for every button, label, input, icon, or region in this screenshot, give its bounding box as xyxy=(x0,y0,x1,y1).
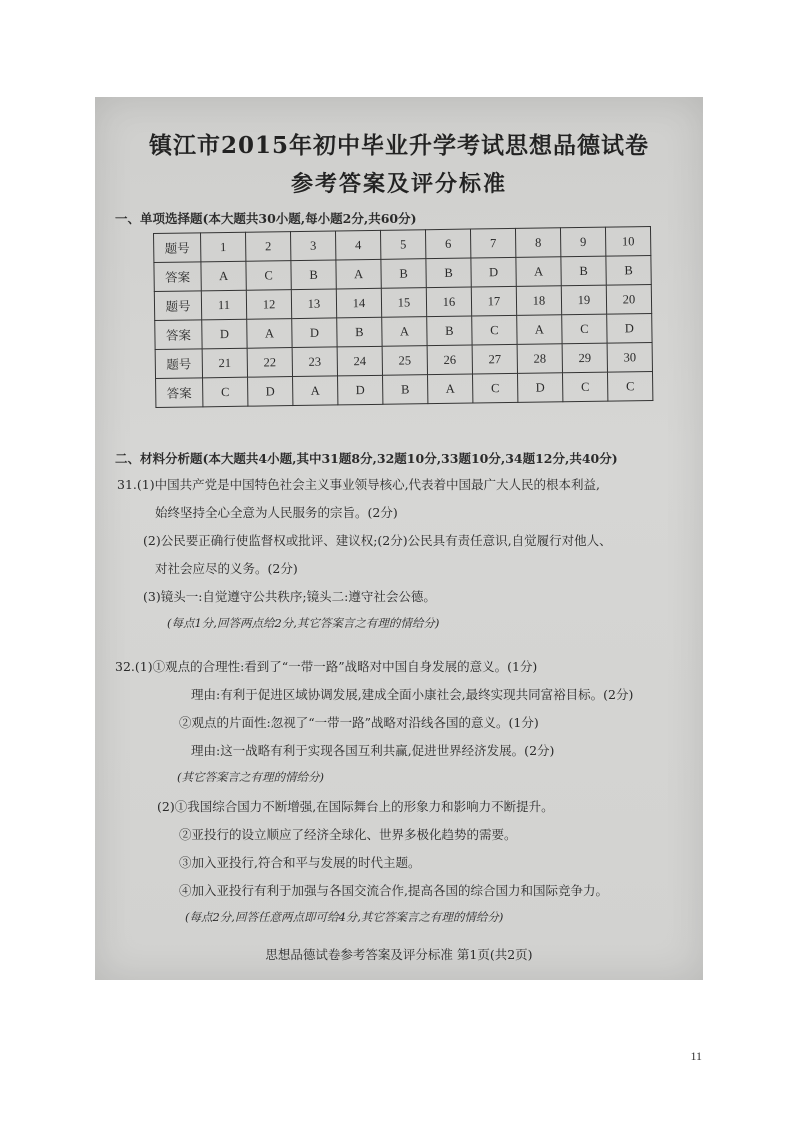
answer-table-cell: A xyxy=(201,261,246,291)
answer-table-cell: B xyxy=(427,316,472,346)
answer-table-cell: A xyxy=(516,257,561,287)
q32-line4: 理由:这一战略有利于实现各国互利共赢,促进世界经济发展。(2分) xyxy=(191,743,555,758)
answer-table-cell: D xyxy=(202,319,247,349)
answer-table-cell: D xyxy=(292,318,337,348)
answer-table-cell: 24 xyxy=(337,346,382,376)
q31-note: (每点1分,回答两点给2分,其它答案言之有理的情给分) xyxy=(167,616,440,630)
answer-table-row xyxy=(156,372,653,408)
answer-table-cell: 18 xyxy=(516,286,561,316)
answer-table-cell: C xyxy=(246,261,291,291)
answer-table-cell: D xyxy=(607,314,652,344)
answer-table-cell: 25 xyxy=(382,346,427,376)
answer-table-cell: 30 xyxy=(607,343,652,373)
answer-table-row-header: 题号 xyxy=(154,291,201,321)
q31-line1: 31.(1)中国共产党是中国特色社会主义事业领导核心,代表着中国最广大人民的根本利益, xyxy=(117,477,601,492)
answer-table-cell: B xyxy=(561,256,606,286)
answer-table-cell: D xyxy=(248,377,293,407)
q31-line3: (2)公民要正确行使监督权或批评、建议权;(2分)公民具有责任意识,自觉履行对他人、 xyxy=(143,533,612,548)
answer-table-cell: 7 xyxy=(470,228,515,258)
answer-table-cell: C xyxy=(607,372,652,402)
answer-table-cell: 3 xyxy=(290,231,335,261)
q31-line4: 对社会应尽的义务。(2分) xyxy=(155,561,298,576)
answer-table-row-header: 答案 xyxy=(155,320,202,350)
answer-table-cell: A xyxy=(428,374,473,404)
answer-table-cell: 19 xyxy=(561,285,606,315)
q32-line6: ②亚投行的设立顺应了经济全球化、世界多极化趋势的需要。 xyxy=(179,827,517,842)
q32-line1: 32.(1)①观点的合理性:看到了“一带一路”战略对中国自身发展的意义。(1分) xyxy=(115,659,538,674)
answer-table-cell: 29 xyxy=(562,343,607,373)
answer-table-cell: B xyxy=(426,258,471,288)
answer-table-cell: 1 xyxy=(201,232,246,262)
q31-line5: (3)镜头一:自觉遵守公共秩序;镜头二:遵守社会公德。 xyxy=(143,589,436,604)
answer-table-cell: 12 xyxy=(246,290,291,320)
q32-line8: ④加入亚投行有利于加强与各国交流合作,提高各国的综合国力和国际竞争力。 xyxy=(179,883,608,898)
answer-table-cell: 16 xyxy=(426,287,471,317)
answer-table-cell: A xyxy=(336,259,381,289)
q32-line3: ②观点的片面性:忽视了“一带一路”战略对沿线各国的意义。(1分) xyxy=(179,715,539,730)
answer-table-cell: 10 xyxy=(605,227,650,257)
answer-table-cell: 8 xyxy=(515,228,560,258)
answer-table-cell: 9 xyxy=(560,227,605,257)
answer-table-cell: A xyxy=(247,319,292,349)
scanned-page-photo xyxy=(95,97,703,980)
section2-heading: 二、材料分析题(本大题共4小题,其中31题8分,32题10分,33题10分,34题12分,共40分) xyxy=(115,451,618,466)
answer-table-cell: 28 xyxy=(517,344,562,374)
answer-table-cell: D xyxy=(338,375,383,405)
q32-line5: (2)①我国综合国力不断增强,在国际舞台上的形象力和影响力不断提升。 xyxy=(157,799,554,814)
q32-line7: ③加入亚投行,符合和平与发展的时代主题。 xyxy=(179,855,421,870)
answer-table-cell: B xyxy=(383,375,428,405)
answer-table-cell: 14 xyxy=(336,288,381,318)
answer-table-cell: 2 xyxy=(245,232,290,262)
answer-table-cell: A xyxy=(293,376,338,406)
answer-table-cell: 17 xyxy=(471,286,516,316)
answer-table-row-header: 答案 xyxy=(154,262,201,292)
answer-table-cell: C xyxy=(472,315,517,345)
q31-line2: 始终坚持全心全意为人民服务的宗旨。(2分) xyxy=(155,505,398,520)
answer-table-cell: 27 xyxy=(472,344,517,374)
answer-table-cell: A xyxy=(382,317,427,347)
answer-table-row-header: 题号 xyxy=(154,233,201,263)
answer-table-cell: 5 xyxy=(380,230,425,260)
answer-table-cell: D xyxy=(471,257,516,287)
answer-table-cell: B xyxy=(606,256,651,286)
answer-table-row-header: 答案 xyxy=(156,378,203,408)
answer-table-cell: 20 xyxy=(606,285,651,315)
answer-table-row-header: 题号 xyxy=(155,349,202,379)
answer-table-cell: C xyxy=(203,377,248,407)
page-footer: 思想品德试卷参考答案及评分标准 第1页(共2页) xyxy=(265,947,533,962)
q32-note1: (其它答案言之有理的情给分) xyxy=(177,770,324,784)
doc-title: 镇江市2015年初中毕业升学考试思想品德试卷 xyxy=(148,132,649,159)
answer-table-cell: 22 xyxy=(247,348,292,378)
answer-table-cell: 21 xyxy=(202,348,247,378)
answer-table-cell: 11 xyxy=(201,290,246,320)
answer-table-cell: A xyxy=(517,315,562,345)
doc-subtitle: 参考答案及评分标准 xyxy=(290,171,507,197)
answer-table-cell: B xyxy=(291,260,336,290)
answer-table-cell: B xyxy=(381,259,426,289)
answer-table-cell: 15 xyxy=(381,288,426,318)
answer-table-cell: 4 xyxy=(335,230,380,260)
answer-table xyxy=(153,226,653,408)
answer-table-cell: 13 xyxy=(291,289,336,319)
section1-heading: 一、单项选择题(本大题共30小题,每小题2分,共60分) xyxy=(115,211,417,226)
answer-table-cell: 23 xyxy=(292,347,337,377)
page-number: 11 xyxy=(690,1049,702,1063)
q32-line2: 理由:有利于促进区域协调发展,建成全面小康社会,最终实现共同富裕目标。(2分) xyxy=(191,687,634,702)
answer-table-cell: B xyxy=(337,317,382,347)
answer-table-cell: D xyxy=(517,373,562,403)
q32-note2: (每点2分,回答任意两点即可给4分,其它答案言之有理的情给分) xyxy=(185,910,504,924)
answer-table-cell: 26 xyxy=(427,345,472,375)
answer-table-cell: C xyxy=(562,314,607,344)
answer-table-cell: 6 xyxy=(425,229,470,259)
answer-table-cell: C xyxy=(473,373,518,403)
answer-table-cell: C xyxy=(562,372,607,402)
